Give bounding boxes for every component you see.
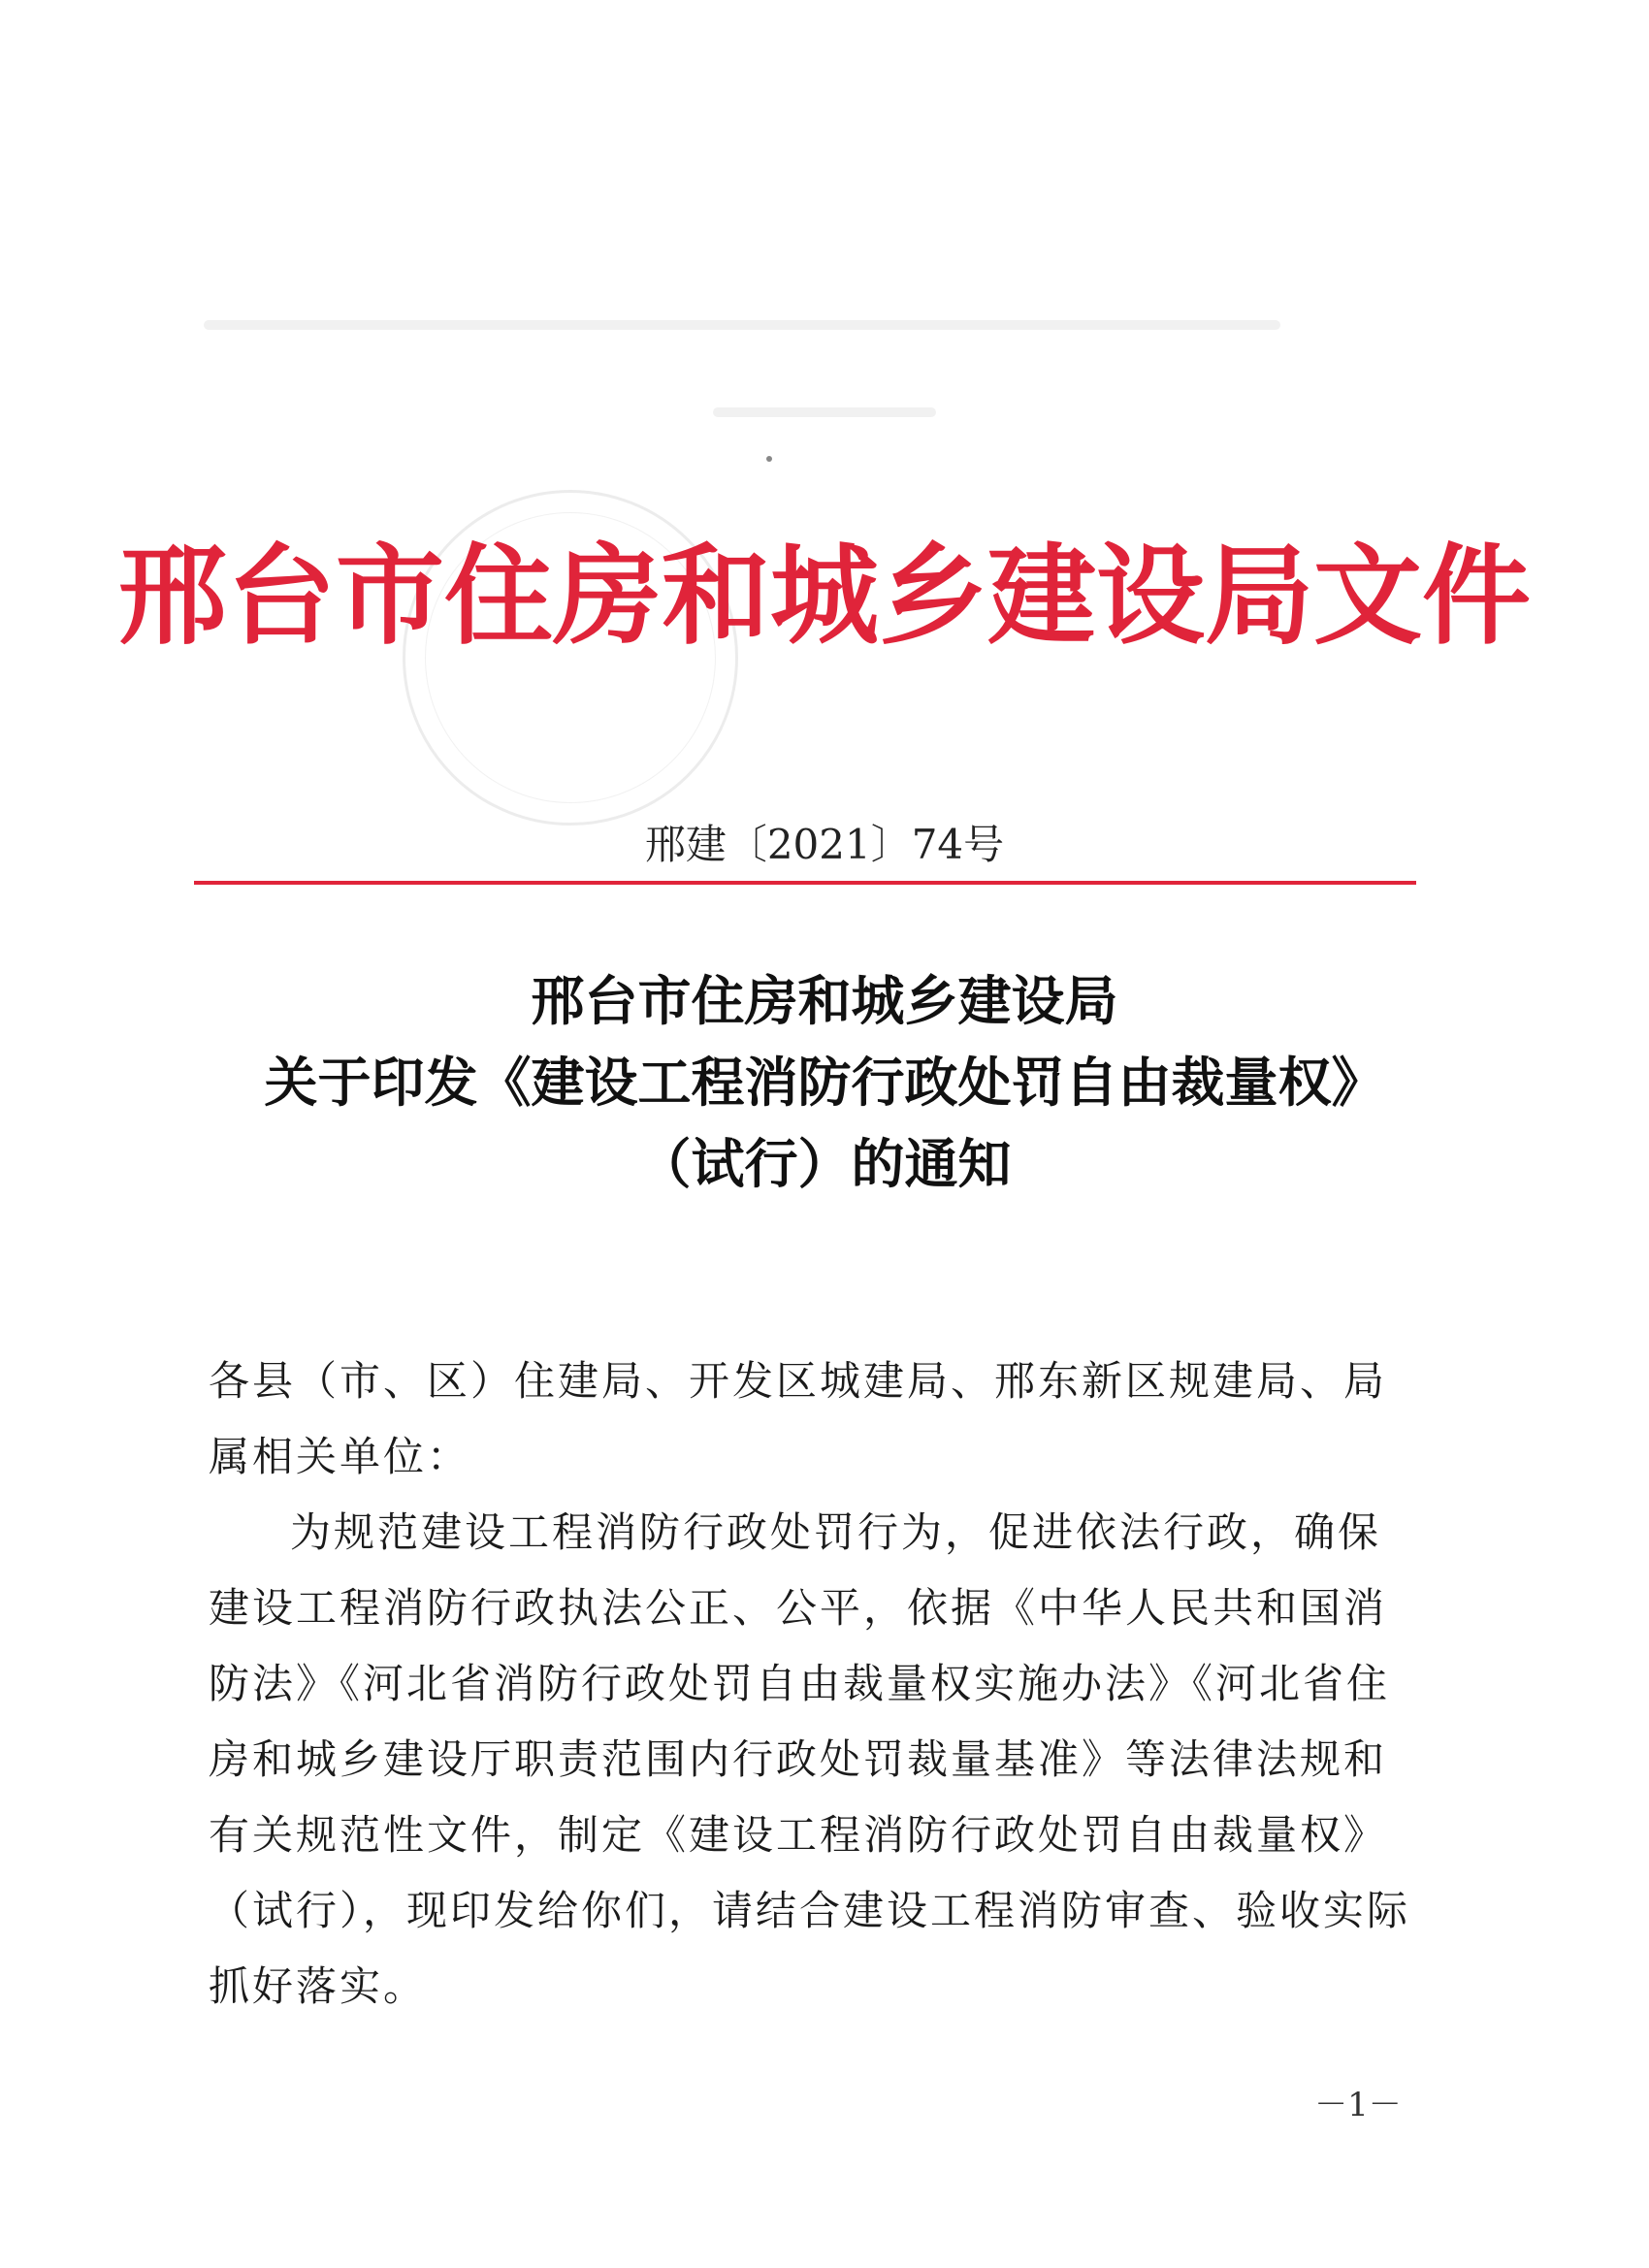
scan-speck: [766, 456, 772, 462]
page-number: －1－: [1314, 2086, 1402, 2124]
document-title: [0, 960, 1649, 1205]
addressee: 各县（市、区）住建局、开发区城建局、邢东新区规建局、局属相关单位：: [209, 1357, 1388, 1480]
document-number: 邢建〔2021〕74号: [644, 821, 1005, 868]
body-paragraph: 为规范建设工程消防行政处罚行为，促进依法行政，确保建设工程消防行政执法公正、公平，依据《中华人民共和国消防法》《河北省消防行政处罚自由裁量权实施办法》《河北省住房和城乡建设厅职责范围内行政处罚裁量基准》等法律法规和有关规范性文件，制定《建设工程消防行政处罚自由裁量权》（试行），现印发给你们，请结合建设工程消防审查、验收实际抓好落实。: [209, 1508, 1411, 2010]
bleed-through-text: [713, 407, 936, 417]
bleed-through-text: [204, 320, 1280, 330]
document-body: [209, 1344, 1411, 2025]
title-line-3: （试行）的通知: [637, 1133, 1012, 1195]
issuer-banner: 邢台市住房和城乡建设局文件: [118, 534, 1531, 660]
title-line-1: 邢台市住房和城乡建设局: [531, 970, 1118, 1032]
title-line-2: 关于印发《建设工程消防行政处罚自由裁量权》: [264, 1052, 1385, 1114]
red-divider-line: [194, 881, 1416, 885]
